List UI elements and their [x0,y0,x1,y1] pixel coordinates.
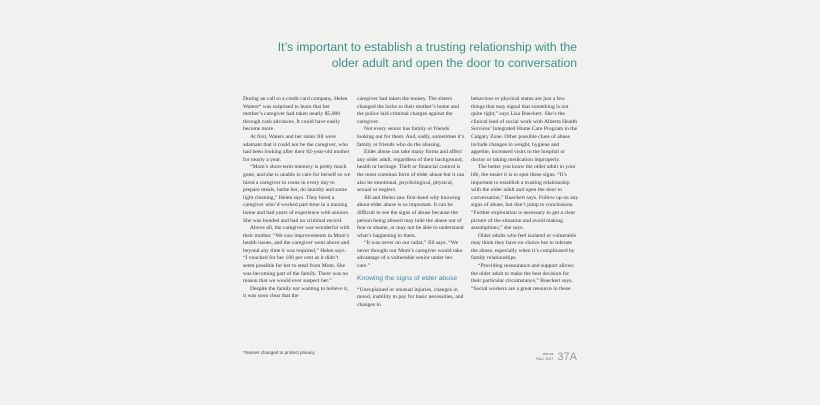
folio-meta [536,352,553,361]
paragraph: During an call to a credit card company, Helen Waters* was surprised to learn that her mother’s caregiver had taken nearly $5,000 through cash advances. It could have easily become more. [243,96,348,133]
paragraph: Despite the family not wanting to believe it, it was soon clear that the [243,285,349,300]
paragraph: Not every senior has family or friends looking out for them. And, sadly, sometimes it’s family or friends who do the abusing. [357,126,465,148]
paragraph: “Mom’s short-term memory is pretty much gone, and she is unable to care for herself so we hired a caregiver to come in every day to prepare meals, bathe her, do laundry and some light cleaning,” Helen says. They hired a caregiver who’d worked part-time in a nursing home and had years of experience with seniors. She was bonded and had no criminal record. [243,164,351,224]
paragraph: Elder abuse can take many forms and affect any older adult, regardless of their background, health or heritage. Theft or financial control is the most common form of elder abuse but it can also be emotional, psychological, physical, sexual or neglect. [357,149,465,194]
article-column-3 [471,96,579,293]
paragraph: caregiver had taken the money. The sisters changed the locks to their mother’s home and the police laid criminal charges against the caregiver. [357,96,459,125]
paragraph: At first, Waters and her sister Jill were adamant that it could not be the caregiver, who had been looking after their 82-year-old mother for nearly a year. [243,133,350,163]
paragraph: “Providing reassurance and support allows the older adult to make the best decision for their particular circumstance,” Bueckert says. “Social workers are a great resource in these [471,263,574,292]
paragraph: behaviour or physical status are just a few things that may signal that something is not quite right,” says Lisa Bueckert. She’s the clinical lead of social work with Alberta Health Services’ Integrated Home Care Program in the Calgary Zone. Other possible clues of abuse include changes in weight, hygiene and appetite, increased visits to the hospital or doctor or taking medication improperly. [471,96,578,163]
page-number: 37A [557,351,577,363]
paragraph: Above all, the caregiver was wonderful with their mother. “We saw improvements in Mom’s health issues, and the caregiver went above and beyond any time it was required,” Helen says. “I vouched for her 100 per cent as it didn’t seem possible for her to steal from Mom. She was becoming part of the family. There was no reason that we would ever suspect her.” [243,225,350,285]
page-folio [536,351,577,363]
article-column-1 [243,96,351,301]
footnote: *Names changed to protect privacy. [243,350,316,355]
folio-site: ahs.ca [542,352,554,357]
paragraph: The better you know the older adult in your life, the easier it is to spot these signs. “It’s important to establish a trusting relationship with the older adult and open the door to conversation,” Bueckert says. Follow up on any signs of abuse, but don’t jump to conclusions. “Further exploration is necessary to get a clear picture of the situation and avoid making assumptions,” she says. [471,164,579,232]
section-subheading: Knowing the signs of elder abuse [357,274,458,282]
pull-quote: It’s important to establish a trusting relationship with the older adult and open the door to conversation [277,40,577,70]
paragraph: “It was never on our radar,” Jill says. “We never thought our Mom’s caregiver would take advantage of a vulnerable senior under her care.” [357,240,463,270]
folio-issue: FALL 2017 [536,357,554,361]
paragraph: Older adults who feel isolated or vulnerable may think they have no choice but to tolerate the abuse, especially when it’s complicated by family relationships. [471,232,577,262]
paragraph: “Unexplained or unusual injuries, changes in mood, inability to pay for basic necessities, and changes in [357,286,464,308]
paragraph: Jill and Helen saw first-hand why knowing about elder abuse is so important. It can be difficult to see the signs of abuse because the person being abused may hide the abuse out of fear or shame, or may not be able to understand what’s happening to them. [357,194,464,239]
article-column-2 [357,96,465,309]
